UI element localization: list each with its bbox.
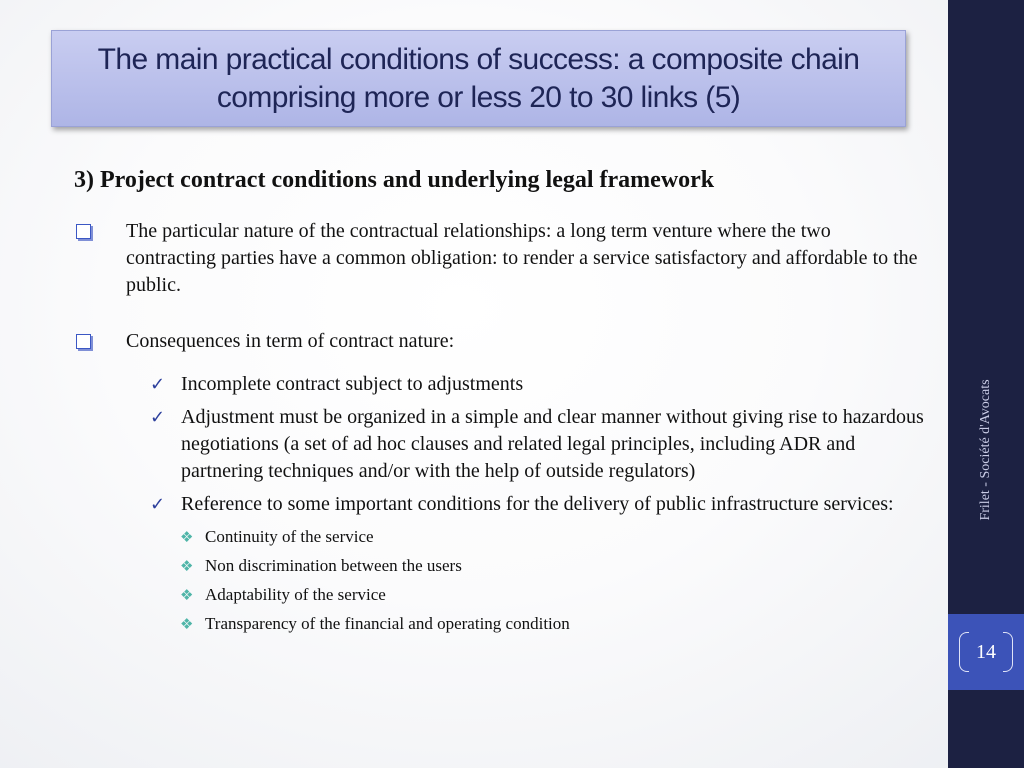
check-item (74, 371, 924, 398)
page-number-badge (959, 632, 1013, 672)
bullet-text: Consequences in term of contract nature: (126, 330, 455, 352)
diamond-text: Non discrimination between the users (205, 556, 462, 575)
slide-title (78, 41, 880, 117)
bullet-text: The particular nature of the contractual relationships: a long term venture where the two contracting parties have a common obligation: to render a service satisfactory and affordable to the public. (126, 220, 918, 296)
hollow-square-icon (76, 224, 91, 239)
right-sidebar (948, 0, 1024, 768)
slide-title-line1: The main practical conditions of success: a composite chain (97, 42, 860, 76)
diamond-item (74, 613, 924, 635)
page-number: 14 (976, 640, 996, 663)
diamond-text: Continuity of the service (205, 527, 374, 546)
diamond-item (74, 555, 924, 577)
checkmark-icon: ✓ (150, 374, 166, 395)
diamond-item (74, 526, 924, 548)
check-text: Incomplete contract subject to adjustments (181, 373, 524, 395)
hollow-square-icon (76, 334, 91, 349)
diamond-item (74, 584, 924, 606)
four-diamond-icon: ❖ (180, 586, 194, 604)
checkmark-icon: ✓ (150, 407, 166, 428)
footer-text: Frilet - Société d'Avocats (978, 379, 993, 521)
check-text: Reference to some important conditions for the delivery of public infrastructure services: (181, 493, 894, 515)
diamond-text: Transparency of the financial and operating condition (205, 614, 570, 633)
bullet-item (74, 218, 924, 299)
check-text: Adjustment must be organized in a simple and clear manner without giving rise to hazardous negotiations (a set of ad hoc clauses and related legal principles, including ADR and partnering techniques and/or with the help of outside regulators) (181, 406, 924, 482)
slide-title-line2: comprising more or less 20 to 30 links (5) (216, 80, 741, 114)
check-item (74, 404, 924, 485)
right-bracket-icon (1003, 632, 1013, 672)
diamond-text: Adaptability of the service (205, 585, 386, 604)
section-heading: 3) Project contract conditions and underlying legal framework (74, 167, 715, 193)
four-diamond-icon: ❖ (180, 528, 194, 546)
four-diamond-icon: ❖ (180, 615, 194, 633)
left-bracket-icon (959, 632, 969, 672)
slide-content (74, 164, 924, 642)
four-diamond-icon: ❖ (180, 557, 194, 575)
checkmark-icon: ✓ (150, 494, 166, 515)
slide-title-box (51, 30, 906, 127)
check-item (74, 491, 924, 518)
page-number-band (948, 614, 1024, 690)
bullet-item (74, 328, 924, 355)
